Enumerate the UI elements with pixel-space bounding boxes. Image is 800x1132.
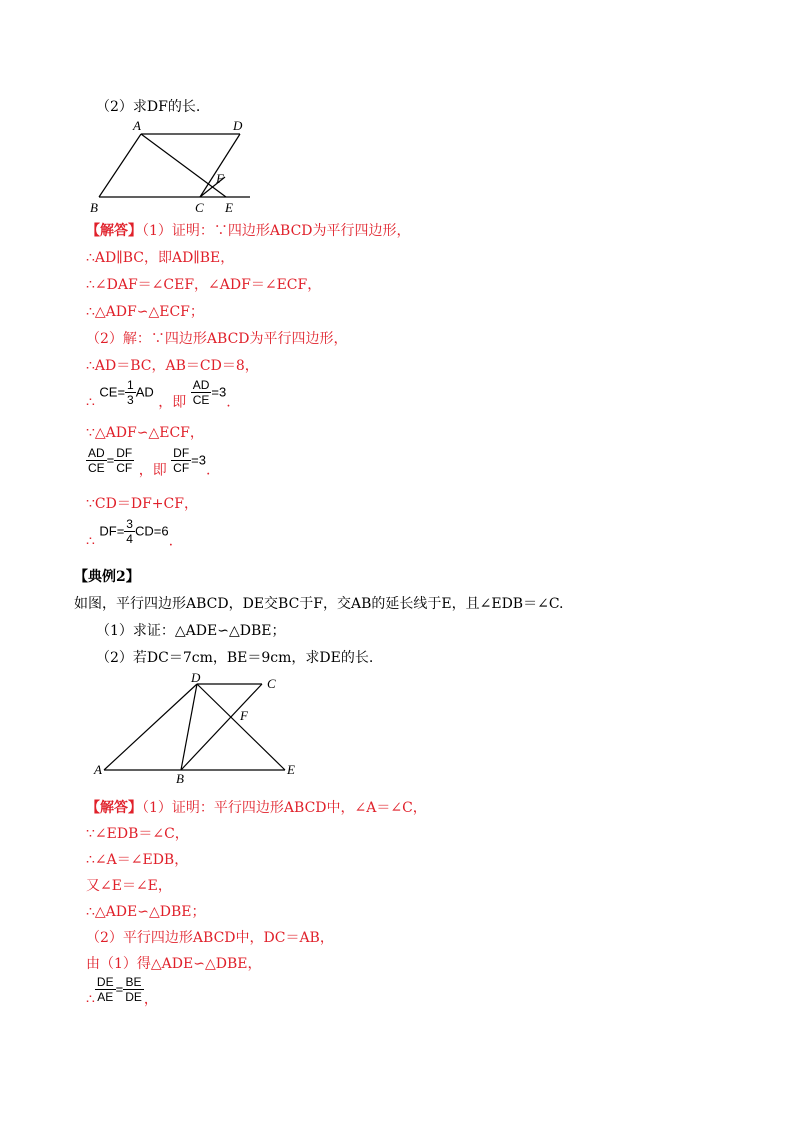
solution2-line-6: （2）平行四边形ABCD中，DC＝AB， [86, 930, 334, 946]
example-2-title: 【典例2】 [74, 569, 140, 585]
label-D: D [233, 118, 243, 133]
solution2-line-4: 又∠E＝∠E， [86, 878, 172, 894]
solution-2 [86, 797, 686, 1027]
fraction-de-ae: $\frac{DE}{AE}$ [96, 975, 114, 1004]
solution-line-8: ∵△ADF∽△ECF， [86, 425, 204, 441]
solution2-line-3: ∴∠A＝∠EDB， [86, 852, 189, 868]
solution2-line-2: ∵∠EDB＝∠C， [86, 826, 189, 842]
fraction-three-quarters: $\frac{3}{4}$ [126, 517, 133, 546]
solution2-line-7: 由（1）得△ADE∽△DBE， [86, 956, 262, 972]
example-2-stem: 如图，平行四边形ABCD，DE交BC于F，交AB的延长线于E，且∠EDB＝∠C. [74, 596, 564, 612]
fraction-ad-ce: $\frac{AD}{CE}$ [192, 378, 210, 407]
fraction-ad-ce-2: $\frac{AD}{CE}$ [88, 446, 105, 475]
solution-line-2: ∴AD∥BC，即AD∥BE， [86, 250, 235, 266]
figure-parallelogram-1 [85, 115, 260, 217]
label-A: A [94, 762, 102, 777]
label-B: B [90, 200, 98, 215]
label-A: A [133, 118, 141, 133]
solution-1 [86, 220, 686, 560]
question-2-text: （2）求DF的长. [96, 99, 201, 115]
solution-line-10: ∵CD＝DF+CF， [86, 496, 198, 512]
label-F: F [216, 171, 224, 186]
fraction-df-cf-2: $\frac{DF}{CF}$ [173, 446, 190, 475]
label-B: B [176, 771, 184, 785]
fraction-df-cf: $\frac{DF}{CF}$ [116, 446, 133, 475]
solution-line-4: ∴△ADF∽△ECF； [86, 304, 204, 320]
label-E: E [225, 200, 233, 215]
example-2-q2: （2）若DC＝7cm，BE＝9cm，求DE的长. [96, 650, 374, 666]
example-2-q1: （1）求证：△ADE∽△DBE； [96, 623, 286, 639]
solution-line-9: $\frac{AD}{CE}$ = $\frac{DF}{CF}$ ，即 $\frac{DF}{CF}$ =3. [88, 446, 211, 479]
label-D: D [191, 670, 201, 685]
solution-line-11: ∴ DF= $\frac{3}{4}$ CD=6. [86, 517, 174, 550]
solution2-line-1: 【解答】（1）证明：平行四边形ABCD中，∠A＝∠C， [86, 800, 427, 816]
solution-line-5: （2）解：∵四边形ABCD为平行四边形， [86, 331, 348, 347]
label-F: F [240, 708, 248, 723]
solution-line-1: 【解答】（1）证明：∵四边形ABCD为平行四边形， [86, 223, 411, 239]
solution-line-7: ∴ CE= $\frac{1}{3}$ AD ，即 $\frac{AD}{CE}$ =3. [86, 378, 231, 411]
label-C: C [267, 676, 276, 691]
solution2-line-8: ∴ $\frac{DE}{AE}$ = $\frac{BE}{DE}$ ， [86, 975, 158, 1008]
figure-parallelogram-2 [90, 670, 305, 785]
solution2-line-5: ∴△ADE∽△DBE； [86, 904, 206, 920]
fraction-be-de: $\frac{BE}{DE}$ [125, 975, 142, 1004]
label-E: E [287, 762, 295, 777]
fraction-one-third: $\frac{1}{3}$ [127, 378, 134, 407]
label-C: C [195, 200, 204, 215]
solution-line-3: ∴∠DAF＝∠CEF，∠ADF＝∠ECF， [86, 277, 322, 293]
solution-line-6: ∴AD＝BC，AB＝CD＝8， [86, 358, 259, 374]
